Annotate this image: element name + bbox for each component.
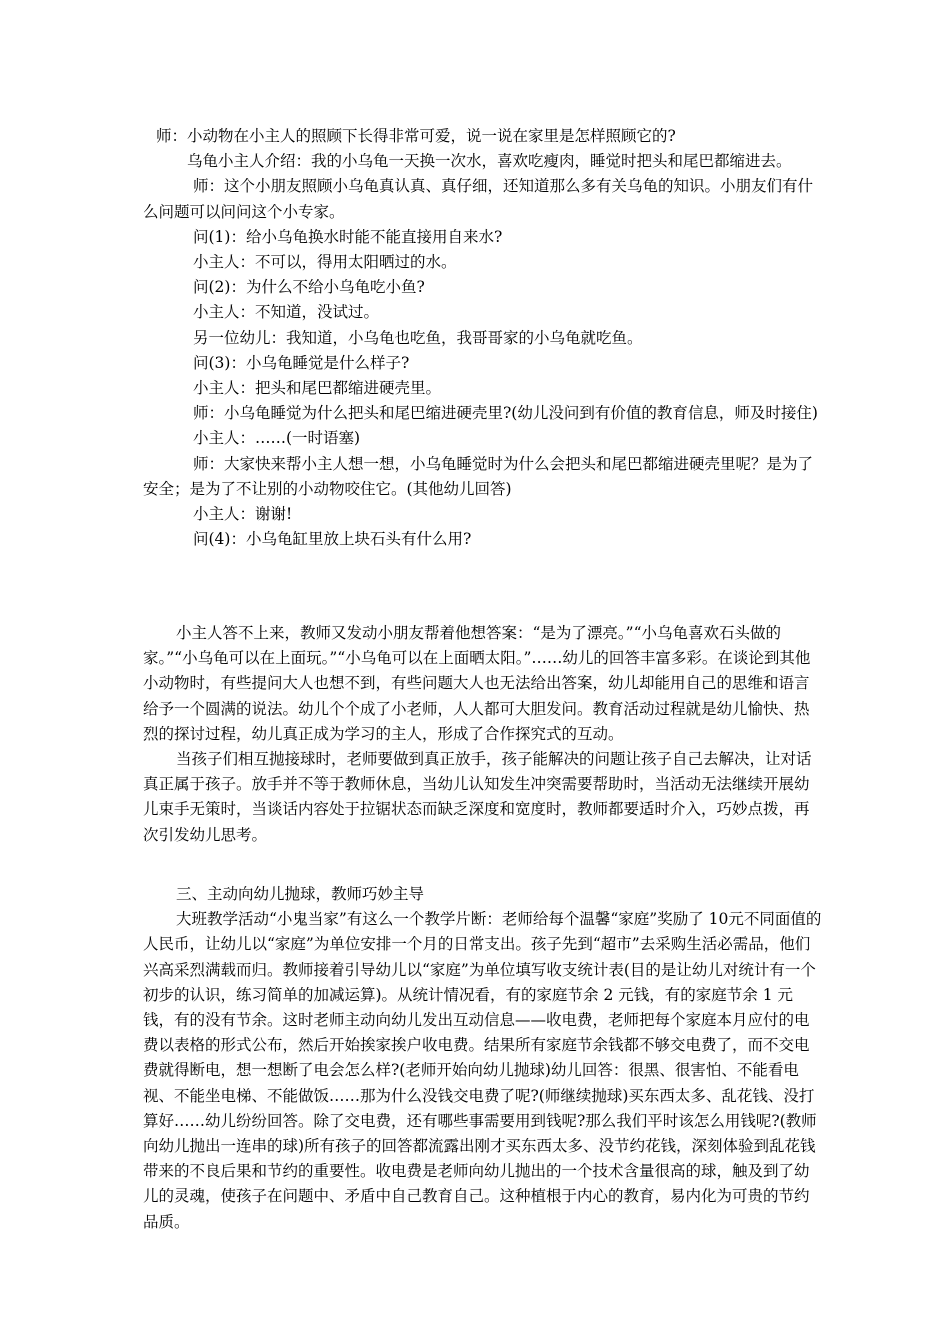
answer-1: 小主人：不可以，得用太阳晒过的水。 — [193, 253, 457, 272]
section-three — [143, 882, 823, 1235]
answer-3: 小主人：把头和尾巴都缩进硬壳里。 — [193, 379, 442, 398]
turtle-owner-intro: 乌龟小主人介绍：我的小乌龟一天换一次水，喜欢吃瘦肉，睡觉时把头和尾巴都缩进去。 — [187, 152, 792, 171]
body-paragraph: 小主人答不上来，教师又发动小朋友帮着他想答案：“是为了漂亮。”“小乌龟喜欢石头做的家。”“小乌龟可以在上面玩。”“小乌龟可以在上面晒太阳。”……幼儿的回答丰富多彩。在谈论到其他小动物时，有些提问大人也想不到，有些问题大人也无法给出答案，幼儿却能用自己的思维和语言给予一个圆满的说法。幼儿个个成了小老师，人人都可大胆发问。教育活动过程就是幼儿愉快、热烈的探讨过程，幼儿真正成为学习的主人，形成了合作探究式的互动。 — [143, 624, 811, 743]
question-1: 问(1)：给小乌龟换水时能不能直接用自来水? — [193, 227, 503, 246]
other-child-answer: 另一位幼儿：我知道，小乌龟也吃鱼，我哥哥家的小乌龟就吃鱼。 — [193, 328, 643, 347]
teacher-comment: 师：这个小朋友照顾小乌龟真认真、真仔细，还知道那么多有关乌龟的知识。小朋友们有什么问题可以问问这个小专家。 — [143, 177, 814, 221]
teacher-followup: 师：小乌龟睡觉为什么把头和尾巴缩进硬壳里?(幼儿没问到有价值的教育信息，师及时接住) — [193, 404, 818, 423]
question-2: 问(2)：为什么不给小乌龟吃小鱼? — [193, 278, 425, 297]
owner-speechless: 小主人：……(一时语塞) — [193, 429, 361, 448]
body-paragraph: 当孩子们相互抛接球时，老师要做到真正放手，孩子能解决的问题让孩子自己去解决，让对话真正属于孩子。放手并不等于教师休息，当幼儿认知发生冲突需要帮助时，当活动无法继续开展幼儿束手无策时，当谈话内容处于拉锯状态而缺乏深度和宽度时，教师都要适时介入，巧妙点拨，再次引发幼儿思考。 — [143, 750, 812, 844]
question-4: 问(4)：小乌龟缸里放上块石头有什么用? — [193, 530, 472, 549]
body-paragraph: 大班教学活动“小鬼当家”有这么一个教学片断：老师给每个温馨“家庭”奖励了 10元不同面值的人民币，让幼儿以“家庭”为单位安排一个月的日常支出。孩子先到“超市”去采购生活必需品，他们兴高采烈满载而归。教师接着引导幼儿以“家庭”为单位填写收支统计表(目的是让幼儿对统计有一个初步的认识，练习简单的加减运算)。从统计情况看，有的家庭节余 2 元钱，有的家庭节余 1 元钱，有的没有节余。这时老师主动向幼儿发出互动信息——收电费，老师把每个家庭本月应付的电费以表格的形式公布，然后开始挨家挨户收电费。结果所有家庭节余钱都不够交电费了，而不交电费就得断电，想一想断了电会怎么样?(老师开始向幼儿抛球)幼儿回答：很黑、很害怕、不能看电视、不能坐电梯、不能做饭……那为什么没钱交电费了呢?(师继续抛球)买东西太多、乱花钱、没打算好……幼儿纷纷回答。除了交电费，还有哪些事需要用到钱呢?那么我们平时该怎么用钱呢?(教师向幼儿抛出一连串的球)所有孩子的回答都流露出刚才买东西太多、没节约花钱，深刻体验到乱花钱带来的不良后果和节约的重要性。收电费是老师向幼儿抛出的一个技术含量很高的球，触及到了幼儿的灵魂，使孩子在问题中、矛盾中自己教育自己。这种植根于内心的教育，易内化为可贵的节约品质。 — [143, 910, 822, 1231]
question-3: 问(3)：小乌龟睡觉是什么样子? — [193, 353, 410, 372]
teacher-question: 师：小动物在小主人的照顾下长得非常可爱，说一说在家里是怎样照顾它的? — [156, 127, 676, 145]
teacher-prompt: 师：大家快来帮小主人想一想，小乌龟睡觉时为什么会把头和尾巴都缩进硬壳里呢？是为了安全；是为了不让别的小动物咬住它。(其他幼儿回答) — [143, 454, 814, 498]
answer-2: 小主人：不知道，没试过。 — [193, 303, 380, 322]
discussion-section — [143, 621, 823, 848]
dialogue-section — [143, 124, 823, 552]
section-heading: 三、主动向幼儿抛球，教师巧妙主导 — [176, 885, 425, 903]
owner-thanks: 小主人：谢谢! — [193, 505, 293, 524]
